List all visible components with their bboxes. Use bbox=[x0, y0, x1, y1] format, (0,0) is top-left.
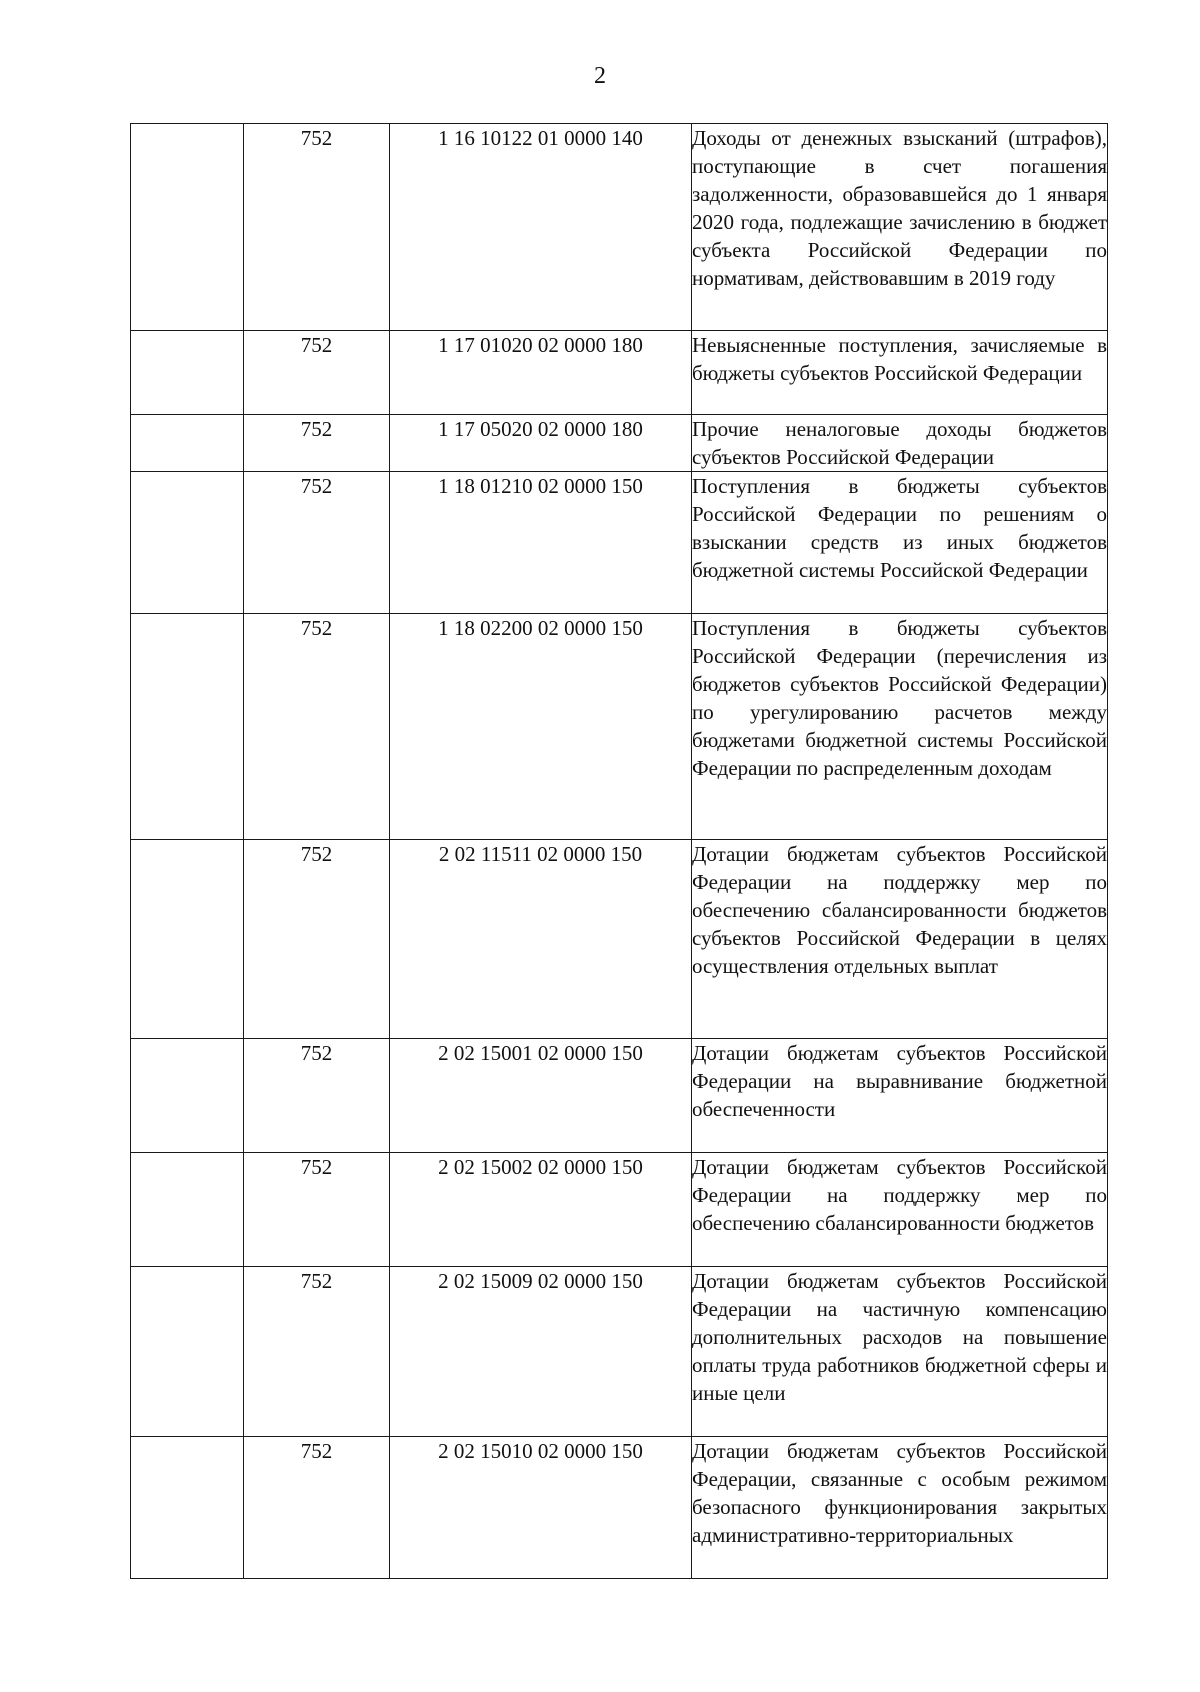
budget-code-cell: 2 02 15009 02 0000 150 bbox=[390, 1267, 692, 1437]
revenue-codes-table bbox=[130, 123, 1108, 1579]
admin-code-cell: 752 bbox=[244, 1267, 390, 1437]
blank-cell bbox=[131, 1267, 244, 1437]
admin-code-cell: 752 bbox=[244, 415, 390, 472]
revenue-name-cell: Прочие неналоговые доходы бюджетов субъектов Российской Федерации bbox=[692, 415, 1108, 472]
table-row bbox=[131, 331, 1108, 415]
admin-code-cell: 752 bbox=[244, 1039, 390, 1153]
budget-code-cell: 2 02 15001 02 0000 150 bbox=[390, 1039, 692, 1153]
admin-code-cell: 752 bbox=[244, 331, 390, 415]
admin-code-cell: 752 bbox=[244, 614, 390, 840]
admin-code-cell: 752 bbox=[244, 472, 390, 614]
budget-code-cell: 1 18 02200 02 0000 150 bbox=[390, 614, 692, 840]
table-row bbox=[131, 415, 1108, 472]
table-row bbox=[131, 124, 1108, 331]
revenue-name-cell: Поступления в бюджеты субъектов Российской Федерации (перечисления из бюджетов субъектов Российской Федерации) по урегулированию расчетов между бюджетами бюджетной системы Российской Федерации по распределенным доходам bbox=[692, 614, 1108, 840]
blank-cell bbox=[131, 840, 244, 1039]
blank-cell bbox=[131, 331, 244, 415]
table-row bbox=[131, 840, 1108, 1039]
budget-code-cell: 2 02 15010 02 0000 150 bbox=[390, 1437, 692, 1579]
table-row bbox=[131, 614, 1108, 840]
blank-cell bbox=[131, 1153, 244, 1267]
revenue-name-cell: Дотации бюджетам субъектов Российской Федерации на поддержку мер по обеспечению сбалансированности бюджетов bbox=[692, 1153, 1108, 1267]
blank-cell bbox=[131, 1437, 244, 1579]
blank-cell bbox=[131, 124, 244, 331]
revenue-name-cell: Доходы от денежных взысканий (штрафов), поступающие в счет погашения задолженности, образовавшейся до 1 января 2020 года, подлежащие зачислению в бюджет субъекта Российской Федерации по нормативам, действовавшим в 2019 году bbox=[692, 124, 1108, 331]
blank-cell bbox=[131, 1039, 244, 1153]
revenue-name-cell: Дотации бюджетам субъектов Российской Федерации, связанные с особым режимом безопасного функционирования закрытых административно-территориальных bbox=[692, 1437, 1108, 1579]
revenue-name-cell: Невыясненные поступления, зачисляемые в бюджеты субъектов Российской Федерации bbox=[692, 331, 1108, 415]
admin-code-cell: 752 bbox=[244, 124, 390, 331]
table-row bbox=[131, 1153, 1108, 1267]
revenue-name-cell: Дотации бюджетам субъектов Российской Федерации на частичную компенсацию дополнительных расходов на повышение оплаты труда работников бюджетной сферы и иные цели bbox=[692, 1267, 1108, 1437]
revenue-name-cell: Дотации бюджетам субъектов Российской Федерации на выравнивание бюджетной обеспеченности bbox=[692, 1039, 1108, 1153]
budget-code-cell: 2 02 11511 02 0000 150 bbox=[390, 840, 692, 1039]
table-row bbox=[131, 1039, 1108, 1153]
revenue-name-cell: Поступления в бюджеты субъектов Российской Федерации по решениям о взыскании средств из иных бюджетов бюджетной системы Российской Федерации bbox=[692, 472, 1108, 614]
budget-code-cell: 1 18 01210 02 0000 150 bbox=[390, 472, 692, 614]
budget-code-cell: 1 17 01020 02 0000 180 bbox=[390, 331, 692, 415]
budget-code-cell: 1 17 05020 02 0000 180 bbox=[390, 415, 692, 472]
page-number: 2 bbox=[594, 63, 606, 89]
table-row bbox=[131, 1437, 1108, 1579]
admin-code-cell: 752 bbox=[244, 840, 390, 1039]
admin-code-cell: 752 bbox=[244, 1437, 390, 1579]
blank-cell bbox=[131, 614, 244, 840]
admin-code-cell: 752 bbox=[244, 1153, 390, 1267]
budget-code-cell: 1 16 10122 01 0000 140 bbox=[390, 124, 692, 331]
blank-cell bbox=[131, 415, 244, 472]
budget-code-cell: 2 02 15002 02 0000 150 bbox=[390, 1153, 692, 1267]
revenue-name-cell: Дотации бюджетам субъектов Российской Федерации на поддержку мер по обеспечению сбалансированности бюджетов субъектов Российской Федерации в целях осуществления отдельных выплат bbox=[692, 840, 1108, 1039]
blank-cell bbox=[131, 472, 244, 614]
table-row bbox=[131, 472, 1108, 614]
table-row bbox=[131, 1267, 1108, 1437]
